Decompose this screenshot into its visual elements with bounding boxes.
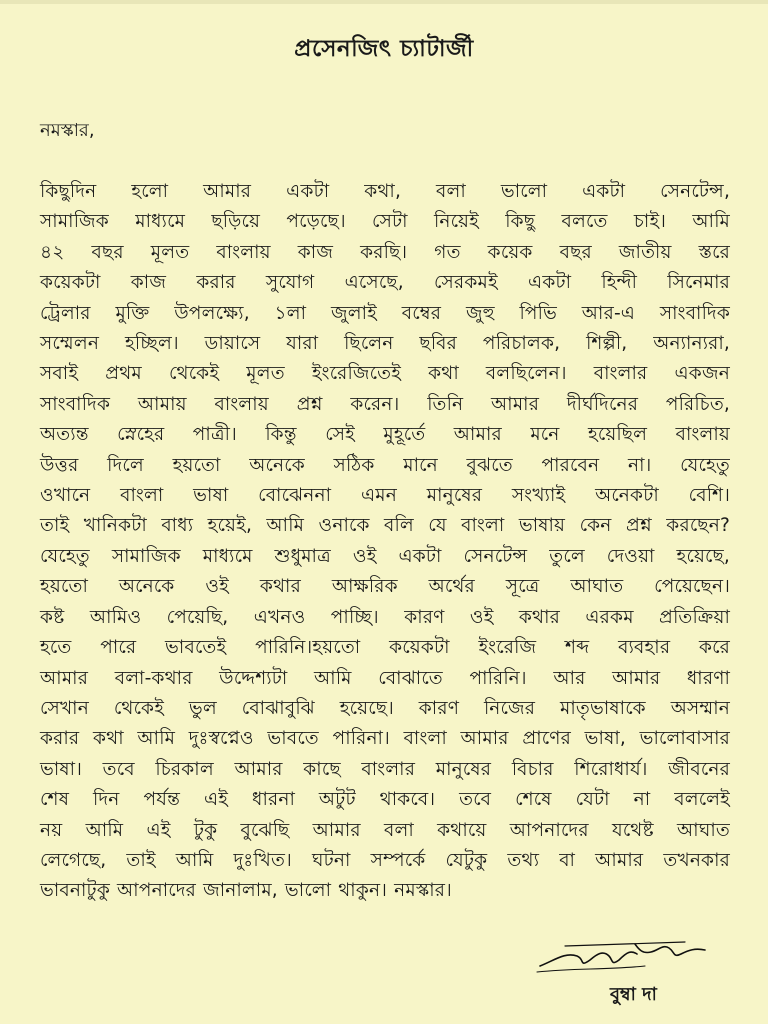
body-line: ভাবনাটুকু আপনাদের জানালাম, ভালো থাকুন। নমস্কার।: [40, 880, 452, 902]
body-line: তাই খানিকটা বাধ্য হয়েই, আমি ওনাকে বলি যে বাংলা ভাষায় কেন প্রশ্ন করছেন?: [40, 515, 730, 537]
body-line: ট্রেলার মুক্তি উপলক্ষ্যে, ১লা জুলাই বম্বের জুহু পিভি আর-এ সাংবাদিক: [40, 302, 730, 324]
body-line: কয়েকটা কাজ করার সুযোগ এসেছে, সেরকমই একটা হিন্দী সিনেমার: [40, 272, 730, 294]
body-line: সবাই প্রথম থেকেই মূলত ইংরেজিতেই কথা বলছিলেন। বাংলার একজন: [40, 363, 730, 385]
greeting: নমস্কার,: [40, 120, 95, 141]
body-line: হয়তো অনেকে ওই কথার আক্ষরিক অর্থের সূত্রে আঘাত পেয়েছেন।: [40, 576, 730, 598]
body-line: হতে পারে ভাবতেই পারিনি।হয়তো কয়েকটা ইংরেজি শব্দ ব্যবহার করে: [40, 637, 730, 659]
body-line: উত্তর দিলে হয়তো অনেকে সঠিক মানে বুঝতে পারবেন না। যেহেতু: [40, 454, 730, 476]
body-line: শেষ দিন পর্যন্ত এই ধারনা অটুট থাকবে। তবে শেষে যেটা না বললেই: [40, 789, 730, 811]
body-line: আমার বলা-কথার উদ্দেশ্যটা আমি বোঝাতে পারিনি। আর আমার ধারণা: [40, 667, 730, 689]
body-line: যেহেতু সামাজিক মাধ্যমে শুধুমাত্র ওই একটা সেনটেন্স তুলে দেওয়া হয়েছে,: [40, 545, 730, 567]
body-line: সেখান থেকেই ভুল বোঝাবুঝি হয়েছে। কারণ নিজের মাতৃভাষাকে অসম্মান: [40, 697, 730, 719]
body-line: কিছুদিন হলো আমার একটা কথা, বলা ভালো একটা সেনটেন্স,: [40, 181, 730, 202]
body-line: সাংবাদিক আমায় বাংলায় প্রশ্ন করেন। তিনি আমার দীর্ঘদিনের পরিচিত,: [40, 393, 730, 415]
body-line: ওখানে বাংলা ভাষা বোঝেননা এমন মানুষের সংখ্যাই অনেকটা বেশি।: [40, 485, 730, 507]
letter-heading: প্রসেনজিৎ চ্যাটার্জী: [294, 36, 474, 62]
body-line: ভাষা। তবে চিরকাল আমার কাছে বাংলার মানুষের বিচার শিরোধার্য। জীবনের: [40, 758, 730, 780]
body-line: নয় আমি এই টুকু বুঝেছি আমার বলা কথায়ে আপনাদের যথেষ্ট আঘাত: [40, 819, 730, 841]
body-line: করার কথা আমি দুঃস্বপ্নেও ভাবতে পারিনা। বাংলা আমার প্রাণের ভাষা, ভালোবাসার: [40, 728, 730, 750]
paper-edge: [0, 0, 768, 4]
body-line: অত্যন্ত স্নেহের পাত্রী। কিন্তু সেই মুহূর্তে আমার মনে হয়েছিল বাংলায়: [40, 424, 730, 446]
letter-body: [40, 177, 730, 907]
body-line: লেগেছে, তাই আমি দুঃখিত। ঘটনা সম্পর্কে যেটুকু তথ্য বা আমার তখনকার: [40, 849, 730, 871]
body-line: ৪২ বছর মূলত বাংলায় কাজ করছি। গত কয়েক বছর জাতীয় স্তরে: [40, 241, 730, 263]
body-line: সামাজিক মাধ্যমে ছড়িয়ে পড়েছে। সেটা নিয়েই কিছু বলতে চাই। আমি: [40, 211, 730, 233]
signoff: বুম্বা দা: [610, 984, 657, 1005]
body-line: কষ্ট আমিও পেয়েছি, এখনও পাচ্ছি। কারণ ওই কথার এরকম প্রতিক্রিয়া: [40, 606, 730, 628]
body-line: সম্মেলন হচ্ছিল। ডায়াসে যারা ছিলেন ছবির পরিচালক, শিল্পী, অন্যান্যরা,: [40, 333, 730, 355]
handwritten-signature: [535, 930, 710, 980]
